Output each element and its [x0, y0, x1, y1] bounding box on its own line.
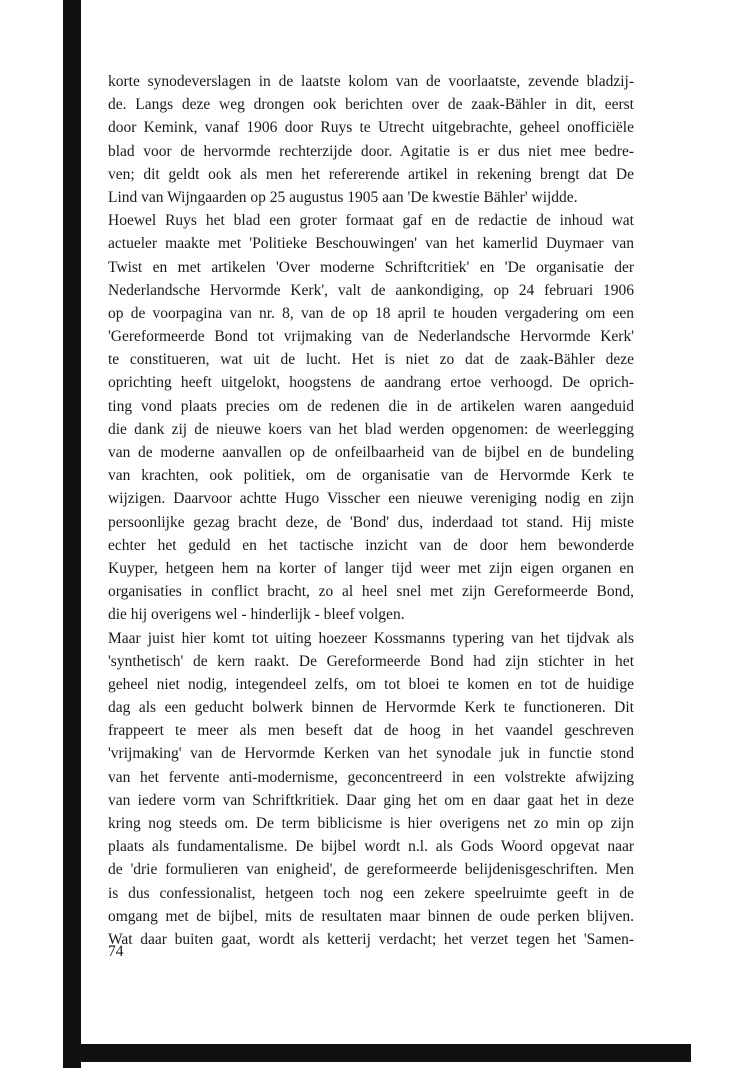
- text-line: Nederlandsche Hervormde Kerk', valt de aankondiging, op 24 februari 1906: [108, 281, 634, 299]
- text-line: korte synodeverslagen in de laatste kolom van de voorlaatste, zevende bladzij-: [108, 73, 634, 90]
- scan-border-bottom: [63, 1044, 691, 1062]
- text-line: 'vrijmaking' van de Hervormde Kerken van het synodale juk in functie stond: [108, 745, 634, 763]
- scan-border-left: [63, 0, 81, 1068]
- text-line: oprichting heeft uitgelokt, hoogstens de aandrang ertoe verhoogd. De oprich-: [108, 374, 634, 392]
- text-line: Twist en met artikelen 'Over moderne Schriftcritiek' en 'De organisatie der: [108, 258, 634, 276]
- text-line: frappeert te meer als men beseft dat de hoog in het vaandel geschreven: [108, 722, 634, 740]
- text-line: te constitueren, wat uit de lucht. Het is niet zo dat de zaak-Bähler deze: [108, 351, 634, 369]
- text-line: 'synthetisch' de kern raakt. De Gereformeerde Bond had zijn stichter in het: [108, 652, 634, 670]
- text-line: op de voorpagina van nr. 8, van de op 18 april te houden vergadering om een: [108, 304, 634, 322]
- text-line: van krachten, ook politiek, om de organisatie van de Hervormde Kerk te: [108, 467, 634, 485]
- text-line: wijzigen. Daarvoor achtte Hugo Visscher een nieuwe vereniging nodig en zijn: [108, 490, 634, 508]
- text-line: omgang met de bijbel, mits de resultaten maar binnen de oude perken blijven.: [108, 907, 634, 925]
- text-line: plaats als fundamentalisme. De bijbel wordt n.l. als Gods Woord opgevat naar: [108, 838, 634, 856]
- text-line: die dank zij de nieuwe koers van het blad werden opgenomen: de weerlegging: [108, 420, 634, 438]
- text-line: Wat daar buiten gaat, wordt als ketterij verdacht; het verzet tegen het 'Samen-: [108, 930, 634, 948]
- text-line: van iedere vorm van Schriftkritiek. Daar ging het om en daar gaat het in deze: [108, 791, 634, 809]
- text-line: is dus confessionalist, hetgeen toch nog een zekere speelruimte geeft in de: [108, 884, 634, 902]
- text-line: kring nog steeds om. De term biblicisme is hier overigens net zo min op zijn: [108, 815, 634, 832]
- text-line: ting vond plaats precies om de redenen die in de artikelen waren aangeduid: [108, 397, 634, 415]
- text-line: Lind van Wijngaarden op 25 augustus 1905 aan 'De kwestie Bähler' wijdde.: [108, 188, 578, 206]
- text-line: van het fervente anti-modernisme, geconcentreerd in een volstrekte afwijzing: [108, 768, 634, 786]
- text-line: ven; dit geldt ook als men het refererende artikel in rekening brengt dat De: [108, 165, 634, 183]
- page-number: 74: [108, 943, 124, 960]
- text-line: echter het geduld en het tactische inzicht van de door hem bewonderde: [108, 536, 634, 554]
- text-line: die hij overigens wel - hinderlijk - bleef volgen.: [108, 606, 405, 624]
- text-line: organisaties in conflict bracht, zo al heel snel met zijn Gereformeerde Bond,: [108, 583, 634, 601]
- text-line: Kuyper, hetgeen hem na korter of langer tijd weer met zijn eigen organen en: [108, 559, 634, 577]
- text-line: door Kemink, vanaf 1906 door Ruys te Utrecht uitgebrachte, geheel onofficiële: [108, 119, 634, 137]
- text-line: Hoewel Ruys het blad een groter formaat gaf en de redactie de inhoud wat: [108, 212, 634, 230]
- text-line: Maar juist hier komt tot uiting hoezeer Kossmanns typering van het tijdvak als: [108, 629, 634, 647]
- text-line: persoonlijke gezag bracht deze, de 'Bond' dus, inderdaad tot stand. Hij miste: [108, 513, 634, 531]
- text-line: de. Langs deze weg drongen ook berichten over de zaak-Bähler in dit, eerst: [108, 96, 634, 114]
- body-text: [108, 70, 634, 951]
- text-line: actueler maakte met 'Politieke Beschouwingen' van het kamerlid Duymaer van: [108, 235, 634, 253]
- text-line: dag als een geducht bolwerk binnen de Hervormde Kerk te functioneren. Dit: [108, 699, 634, 717]
- text-line: van de moderne aanvallen op de onfeilbaarheid van de bijbel en de bundeling: [108, 444, 634, 461]
- text-line: de 'drie formulieren van enigheid', de gereformeerde belijdenisgeschriften. Men: [108, 861, 634, 879]
- text-line: blad voor de hervormde rechterzijde door. Agitatie is er dus niet mee bedre-: [108, 142, 634, 160]
- text-line: 'Gereformeerde Bond tot vrijmaking van de Nederlandsche Hervormde Kerk': [108, 328, 634, 346]
- text-line: geheel niet nodig, integendeel zelfs, om tot bloei te komen en tot de huidige: [108, 675, 634, 693]
